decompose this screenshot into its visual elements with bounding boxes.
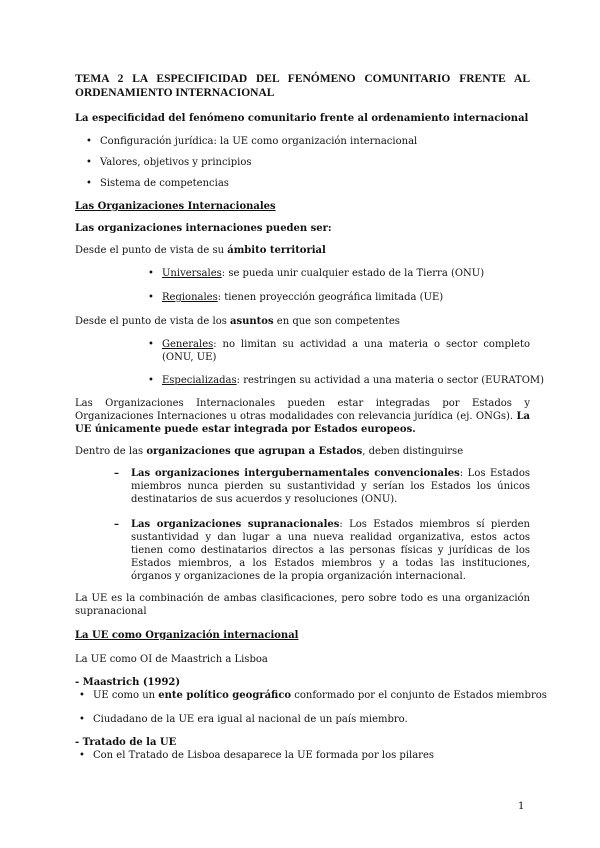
territorial-line: Desde el punto de vista de su ámbito territorial — [75, 245, 326, 256]
paragraph-integration: Las Organizaciones Internacionales pueden estar integradas por Estados y Organizaciones Internaciones u otras modalidades con relevancia jurídica (ej. ONGs). La UE únicamente puede estar integrada por Estados europeos. — [75, 398, 530, 435]
bullet-item: • Generales: no limitan su actividad a una materia o sector completo (ONU, UE) — [148, 339, 530, 363]
bullet-icon: • — [79, 750, 85, 761]
dash-item-intergubernamentales: – Las organizaciones intergubernamentales convencionales: Los Estados miembros nunca pierden su sustantividad y serían los Estados los únicos destinatarios de sus acuerdos y resoluciones (ONU). — [114, 468, 530, 505]
asuntos-line: Desde el punto de vista de los asuntos en que son competentes — [75, 316, 400, 327]
bullet-icon: • — [79, 690, 85, 701]
bullet-icon: • — [148, 268, 154, 279]
bullet-icon: • — [148, 339, 154, 350]
page-title: TEMA 2 LA ESPECIFICIDAD DEL FENÓMENO COMUNITARIO FRENTE AL ORDENAMIENTO INTERNACIONAL — [75, 73, 530, 99]
bullet-icon: • — [148, 292, 154, 303]
bullet-icon: • — [86, 136, 92, 147]
bullet-icon: • — [148, 375, 154, 386]
section-heading-ue-oi: La UE como Organización internacional — [75, 630, 299, 641]
distinguish-line: Dentro de las organizaciones que agrupan a Estados, deben distinguirse — [75, 446, 464, 457]
document-page: TEMA 2 LA ESPECIFICIDAD DEL FENÓMENO COMUNITARIO FRENTE AL ORDENAMIENTO INTERNACIONAL La especificidad del fenómeno comunitario frente al ordenamiento internacional • Configuración jurídica: la UE como organización internacional • Valores, objetivos y principios • Sistema de competencias Las Organizaciones Internacionales Las organizaciones internaciones pueden ser: Desde el punto de vista de su ámbito territorial • Universales: se pueda unir cualquier estado de la Tierra (ONU) • Regionales: tienen proyección geográfica limitada (UE) Desde el punto de vista de los asuntos en que son competentes • Generales: no limitan su actividad a una materia o sector completo (ONU, UE) • Especializadas: restringen su actividad a una materia o sector (EURATOM) Las Organizaciones Internacionales pueden estar integradas por Estados y Organizaciones Internaciones u otras modalidades con relevancia jurídica (ej. ONGs). La UE únicamente puede estar integrada por Estados europeos. Dentro de las organizaciones que agrupan a Estados, deben distinguirse – Las organizaciones intergubernamentales convencionales: Los Estados miembros nunca pierden su sustantividad y serían los Estados los únicos destinatarios de sus acuerdos y resoluciones (ONU). – Las organizaciones supranacionales: Los Estados miembros sí pierden sustantividad y dan lugar a una nueva realidad organizativa, estos actos tienen como destinatarios directos a las personas físicas y jurídicas de los Estados miembros, a los Estados miembros y a todas las instituciones, órganos y organizaciones de la propia organización internacional. La UE es la combinación de ambas clasificaciones, pero sobre todo es una organización supranacional La UE como Organización internacional La UE como OI de Maastrich a Lisboa - Maastrich (1992) • UE como un ente político geográfico conformado por el conjunto de Estados miembros • Ciudadano de la UE era igual al nacional de un país miembro. - Tratado de la UE • Con el Tratado de Lisboa desaparece la UE formada por los pilares 1 — [75, 73, 547, 812]
subheading-maastrich-lisboa: La UE como OI de Maastrich a Lisboa — [75, 654, 268, 665]
maastrich-label: - Maastrich (1992) — [75, 677, 181, 688]
bullet-icon: • — [86, 157, 92, 168]
conclusion-paragraph: La UE es la combinación de ambas clasificaciones, pero sobre todo es una organización supranacional — [75, 593, 530, 617]
bullet-icon: • — [79, 714, 85, 725]
lisboa-label: - Tratado de la UE — [75, 737, 177, 748]
page-number: 1 — [518, 801, 525, 812]
section-heading-especificidad: La especificidad del fenómeno comunitario frente al ordenamiento internacional — [75, 113, 529, 124]
dash-item-supranacionales: – Las organizaciones supranacionales: Los Estados miembros sí pierden sustantividad y dan lugar a una nueva realidad organizativa, estos actos tienen como destinatarios directos a las personas físicas y jurídicas de los Estados miembros, a los Estados miembros y a todas las instituciones, órganos y organizaciones de la propia organización internacional. — [114, 519, 530, 582]
section-heading-organizaciones: Las Organizaciones Internacionales — [75, 201, 276, 212]
bullet-icon: • — [86, 178, 92, 189]
organizations-intro: Las organizaciones internaciones pueden ser: — [75, 223, 332, 234]
